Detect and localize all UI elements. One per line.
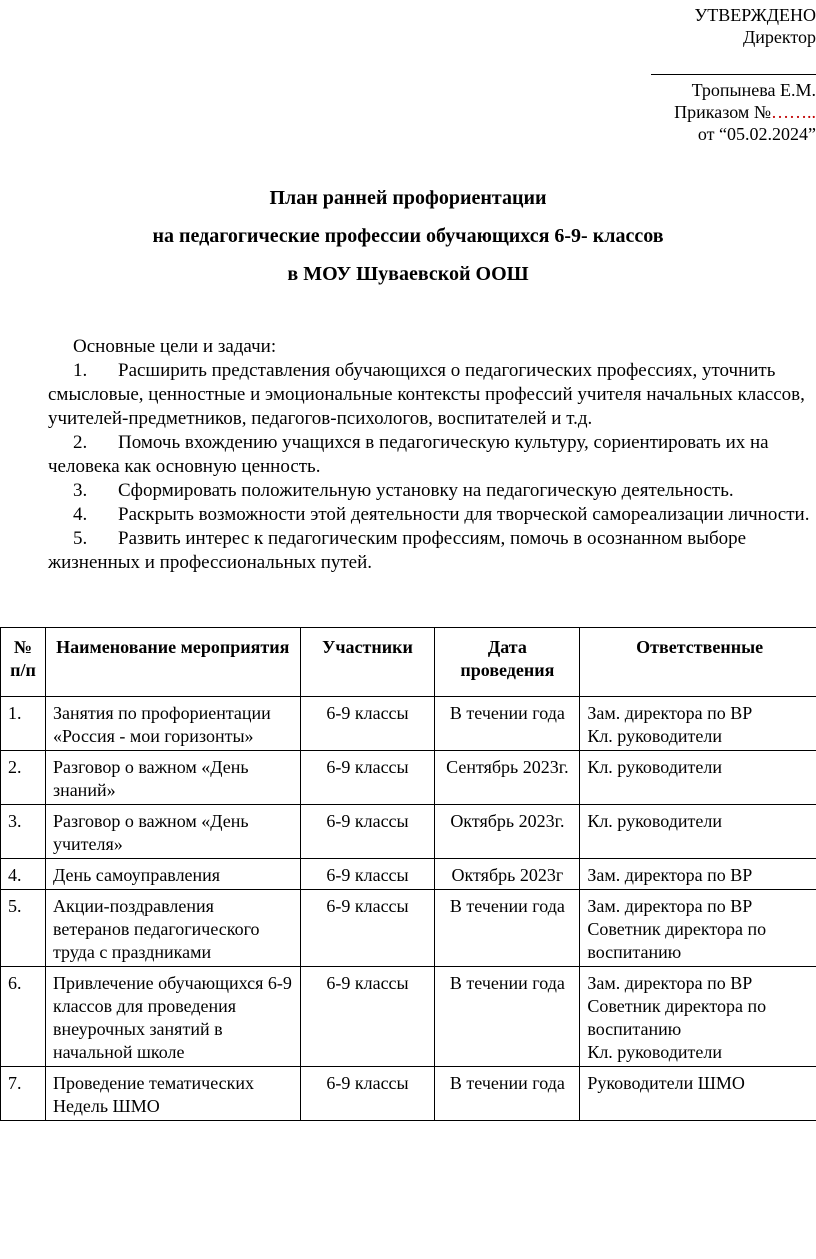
- cell-event-name: День самоуправления: [45, 859, 300, 890]
- responsible-entry: Зам. директора по ВР: [587, 865, 753, 885]
- order-number-placeholder: ……..: [771, 102, 816, 122]
- responsible-entry: Кл. руководители: [587, 811, 723, 831]
- cell-participants: 6-9 классы: [300, 967, 435, 1067]
- table-row: [1, 967, 816, 1067]
- goal-item: [48, 479, 816, 503]
- cell-event-name: Занятия по профориентации «Россия - мои горизонты»: [45, 697, 300, 751]
- approval-block: [616, 4, 816, 145]
- approver-position: Директор: [742, 27, 816, 47]
- cell-number: 6.: [1, 967, 46, 1067]
- cell-event-name: Разговор о важном «День знаний»: [45, 751, 300, 805]
- cell-number: 5.: [1, 890, 46, 967]
- goal-number: 5.: [73, 528, 88, 549]
- cell-responsible: [580, 859, 816, 890]
- cell-responsible: [580, 967, 816, 1067]
- cell-event-name: Акции-поздравления ветеранов педагогического труда с праздниками: [45, 890, 300, 967]
- responsible-entry: Руководители ШМО: [587, 1073, 745, 1093]
- cell-date: Октябрь 2023г: [435, 859, 580, 890]
- header-participants: Участники: [300, 628, 435, 697]
- header-date: Дата проведения: [435, 628, 580, 697]
- cell-responsible: [580, 751, 816, 805]
- cell-responsible: [580, 805, 816, 859]
- cell-date: В течении года: [435, 967, 580, 1067]
- approver-name: Тропынева Е.М.: [691, 80, 816, 100]
- goal-number: 4.: [73, 504, 88, 525]
- responsible-entry: Советник директора по воспитанию: [587, 919, 767, 962]
- table-row: [1, 1067, 816, 1121]
- responsible-entry: Кл. руководители: [587, 757, 723, 777]
- cell-number: 4.: [1, 859, 46, 890]
- goal-text: Развить интерес к педагогическим профессиям, помочь в осознанном выборе жизненных и профессиональных путей.: [48, 528, 747, 573]
- goal-text: Расширить представления обучающихся о педагогических профессиях, уточнить смысловые, ценностные и эмоциональные контексты профессий учителя начальных классов, учителей-предметников, педагогов-психологов, воспитателей и т.д.: [48, 360, 805, 429]
- goal-item: [48, 431, 816, 479]
- table-row: [1, 859, 816, 890]
- header-number: № п/п: [1, 628, 46, 697]
- header-event-name: Наименование мероприятия: [45, 628, 300, 697]
- goals-section: [48, 335, 816, 575]
- cell-number: 1.: [1, 697, 46, 751]
- document-title: [0, 183, 816, 297]
- table-row: [1, 751, 816, 805]
- goal-text: Помочь вхождению учащихся в педагогическую культуру, сориентировать их на человека как основную ценность.: [48, 432, 769, 477]
- goal-number: 1.: [73, 360, 88, 381]
- cell-participants: 6-9 классы: [300, 1067, 435, 1121]
- cell-date: В течении года: [435, 697, 580, 751]
- cell-responsible: [580, 1067, 816, 1121]
- header-responsible: Ответственные: [580, 628, 816, 697]
- cell-number: 3.: [1, 805, 46, 859]
- goal-item: [48, 527, 816, 575]
- goals-heading: Основные цели и задачи:: [73, 336, 277, 357]
- table-row: [1, 805, 816, 859]
- title-line-2: на педагогические профессии обучающихся 6-9- классов: [152, 225, 664, 247]
- cell-date: Сентябрь 2023г.: [435, 751, 580, 805]
- cell-number: 2.: [1, 751, 46, 805]
- cell-event-name: Проведение тематических Недель ШМО: [45, 1067, 300, 1121]
- responsible-entry: Кл. руководители: [587, 1042, 723, 1062]
- order-label: Приказом №: [674, 102, 771, 122]
- approved-label: УТВЕРЖДЕНО: [694, 5, 816, 25]
- order-date: от “05.02.2024”: [697, 124, 816, 144]
- title-line-3: в МОУ Шуваевской ООШ: [287, 263, 529, 285]
- goal-number: 2.: [73, 432, 88, 453]
- cell-participants: 6-9 классы: [300, 805, 435, 859]
- table-row: [1, 697, 816, 751]
- goal-number: 3.: [73, 480, 88, 501]
- responsible-entry: Советник директора по воспитанию: [587, 996, 767, 1039]
- responsible-entry: Кл. руководители: [587, 726, 723, 746]
- table-header-row: [1, 628, 816, 697]
- goal-item: [48, 503, 816, 527]
- table-row: [1, 890, 816, 967]
- cell-number: 7.: [1, 1067, 46, 1121]
- cell-participants: 6-9 классы: [300, 751, 435, 805]
- goals-list: [48, 359, 816, 575]
- cell-date: В течении года: [435, 890, 580, 967]
- cell-event-name: Привлечение обучающихся 6-9 классов для проведения внеурочных занятий в начальной школе: [45, 967, 300, 1067]
- goal-text: Сформировать положительную установку на педагогическую деятельность.: [118, 480, 734, 501]
- responsible-entry: Зам. директора по ВР: [587, 703, 753, 723]
- events-table: [0, 627, 816, 1121]
- cell-participants: 6-9 классы: [300, 890, 435, 967]
- cell-date: В течении года: [435, 1067, 580, 1121]
- cell-responsible: [580, 697, 816, 751]
- cell-date: Октябрь 2023г.: [435, 805, 580, 859]
- goal-item: [48, 359, 816, 431]
- responsible-entry: Зам. директора по ВР: [587, 896, 753, 916]
- cell-responsible: [580, 890, 816, 967]
- order-line: [616, 101, 816, 123]
- signature-line: [651, 48, 816, 75]
- goal-text: Раскрыть возможности этой деятельности для творческой самореализации личности.: [118, 504, 810, 525]
- cell-event-name: Разговор о важном «День учителя»: [45, 805, 300, 859]
- responsible-entry: Зам. директора по ВР: [587, 973, 753, 993]
- table-body: [1, 697, 816, 1121]
- title-line-1: План ранней профориентации: [269, 187, 547, 209]
- cell-participants: 6-9 классы: [300, 697, 435, 751]
- cell-participants: 6-9 классы: [300, 859, 435, 890]
